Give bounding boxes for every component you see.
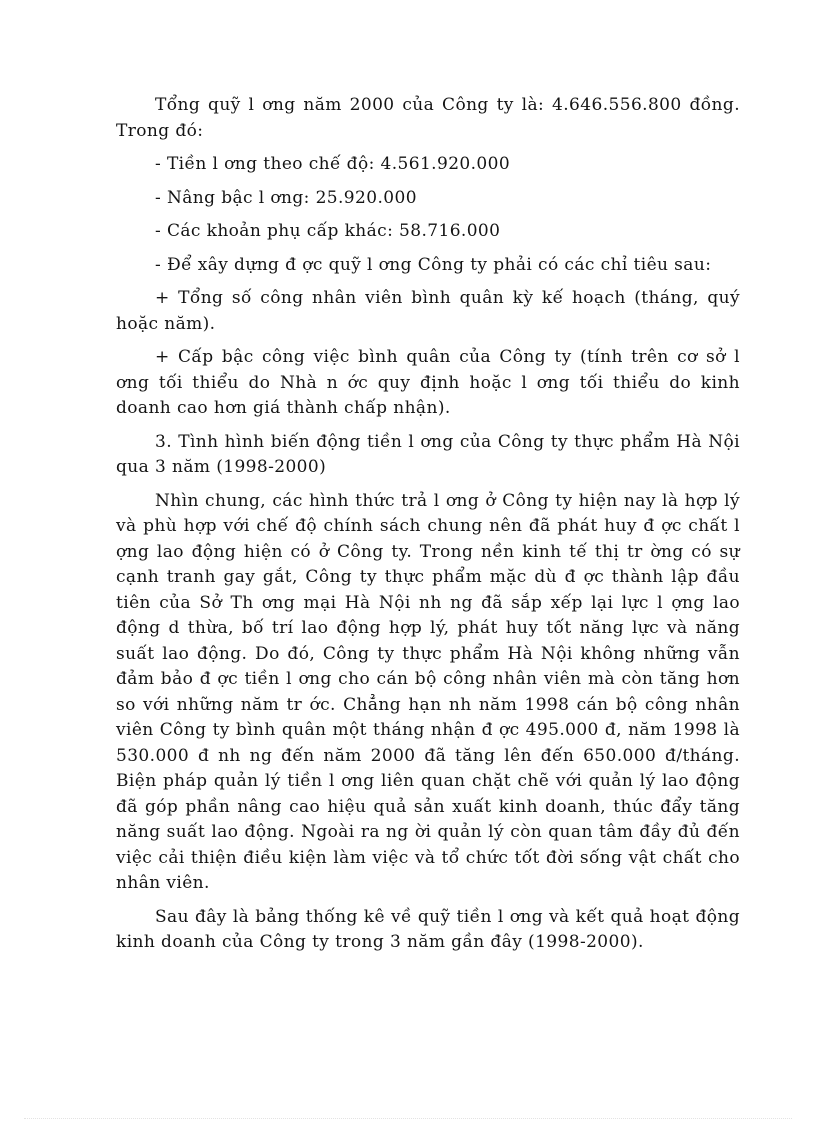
document-body xyxy=(116,93,740,964)
paragraph-salary-by-regime: - Tiền l ơng theo chế độ: 4.561.920.000 xyxy=(155,154,511,174)
paragraph-salary-fund-total: Tổng quỹ l ơng năm 2000 của Công ty là: 4.646.556.800 đồng. Trong đó: xyxy=(116,95,740,141)
paragraph-criteria-headcount: + Tổng số công nhân viên bình quân kỳ kế hoạch (tháng, quý hoặc năm). xyxy=(116,288,740,334)
paragraph-table-intro: Sau đây là bảng thống kê về quỹ tiền l ơng và kết quả hoạt động kinh doanh của Công ty trong 3 năm gần đây (1998-2000). xyxy=(116,906,740,952)
section-heading-salary-changes: 3. Tình hình biến động tiền l ơng của Công ty thực phẩm Hà Nội qua 3 năm (1998-2000) xyxy=(116,431,740,477)
paragraph-fund-criteria-intro: - Để xây dựng đ ợc quỹ l ơng Công ty phải có các chỉ tiêu sau: xyxy=(155,254,712,275)
paragraph-salary-overview: Nhìn chung, các hình thức trả l ơng ở Công ty hiện nay là hợp lý và phù hợp với chế độ chính sách chung nên đã phát huy đ ợc chất l ợng lao động hiện có ở Công ty. Trong nền kinh tế thị tr ờng có sự cạnh tranh gay gắt, Công ty thực phẩm mặc dù đ ợc thành lập đầu tiên của Sở Th ơng mại Hà Nội nh ng đã sắp xếp lại lực l ợng lao động d thừa, bố trí lao động hợp lý, phát huy tốt năng lực và năng suất lao động. Do đó, Công ty thực phẩm Hà Nội không những vẫn đảm bảo đ ợc tiền l ơng cho cán bộ công nhân viên mà còn tăng hơn so với những năm tr ớc. Chẳng hạn nh năm 1998 cán bộ công nhân viên Công ty bình quân một tháng nhận đ ợc 495.000 đ, năm 1998 là 530.000 đ nh ng đến năm 2000 đã tăng lên đến 650.000 đ/tháng. Biện pháp quản lý tiền l ơng liên quan chặt chẽ với quản lý lao động đã góp phần nâng cao hiệu quả sản xuất kinh doanh, thúc đẩy tăng năng suất lao động. Ngoài ra ng ời quản lý còn quan tâm đầy đủ đến việc cải thiện điều kiện làm việc và tổ chức tốt đời sống vật chất cho nhân viên. xyxy=(116,490,740,893)
paragraph-salary-raise: - Nâng bậc l ơng: 25.920.000 xyxy=(155,187,417,208)
page-bottom-rule xyxy=(24,1118,792,1119)
paragraph-criteria-job-grade: + Cấp bậc công việc bình quân của Công ty (tính trên cơ sở l ơng tối thiểu do Nhà n ớc quy định hoặc l ơng tối thiểu do kinh doanh cao hơn giá thành chấp nhận). xyxy=(116,347,740,418)
paragraph-other-allowances: - Các khoản phụ cấp khác: 58.716.000 xyxy=(155,221,501,241)
